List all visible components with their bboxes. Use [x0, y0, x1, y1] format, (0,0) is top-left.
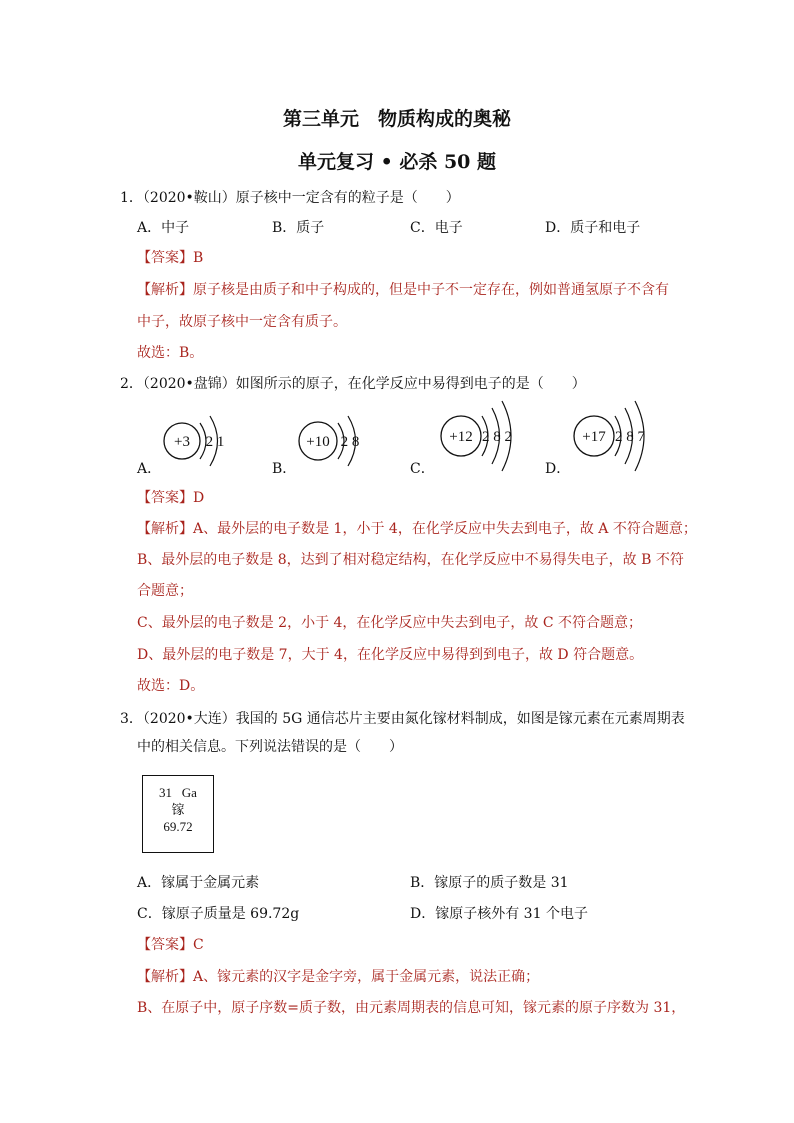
answer-tag: 【答案】	[137, 937, 193, 953]
q3-stem-line2: 中的相关信息。下列说法错误的是（ ）	[137, 739, 403, 755]
q2-answer	[137, 489, 204, 507]
atom-diagram-d	[574, 401, 646, 471]
answer-value: C	[193, 937, 204, 953]
q1-analysis-line2: 中子，故原子核中一定含有质子。	[137, 314, 347, 330]
atom-diagrams	[0, 398, 794, 478]
q3-analysis-line2: B、在原子中，原子序数=质子数，由元素周期表的信息可知，镓元素的原子序数为 31，	[137, 1000, 686, 1016]
q2-stem: 2．（2020•盘锦）如图所示的原子，在化学反应中易得到电子的是（ ）	[120, 376, 586, 392]
analysis-tag: 【解析】	[137, 521, 193, 537]
q2-option-c-label: C．	[410, 461, 435, 477]
q2-analysis-b-line2: 合题意；	[137, 583, 193, 599]
analysis-tag: 【解析】	[137, 969, 193, 985]
atom-d-electrons: 2 8 7	[615, 429, 645, 445]
page-subtitle: 单元复习 • 必杀 50 题	[297, 151, 497, 173]
q3-stem-line1: 3．（2020•大连）我国的 5G 通信芯片主要由氮化镓材料制成，如图是镓元素在元素周期表	[120, 711, 685, 727]
q2-option-b-label: B．	[272, 461, 297, 477]
q2-analysis-d: D、最外层的电子数是 7，大于 4，在化学反应中易得到到电子，故 D 符合题意。	[137, 647, 644, 663]
q2-option-a-label: A．	[137, 461, 162, 477]
q3-option-a: A．镓属于金属元素	[137, 875, 260, 891]
q2-analysis-a	[137, 520, 697, 538]
q2-conclusion: 故选：D。	[137, 678, 205, 694]
q1-option-d: D．质子和电子	[545, 220, 641, 236]
analysis-text: 原子核是由质子和中子构成的，但是中子不一定存在，例如普通氢原子不含有	[193, 282, 669, 298]
atom-diagram-b	[299, 416, 359, 466]
q1-option-b: B．质子	[272, 220, 325, 236]
q3-analysis-line1	[137, 968, 539, 986]
atom-b-electrons: 2 8	[340, 434, 360, 450]
atom-c-electrons: 2 8 2	[482, 429, 512, 445]
answer-value: B	[193, 250, 204, 266]
atom-b-nucleus: +10	[306, 434, 330, 450]
atom-diagram-a	[164, 416, 224, 466]
answer-tag: 【答案】	[137, 250, 193, 266]
element-header	[143, 784, 213, 801]
element-name: 镓	[171, 802, 185, 817]
atom-a-electrons: 2 1	[205, 434, 225, 450]
q1-option-c: C．电子	[410, 220, 463, 236]
periodic-element-card	[142, 775, 214, 853]
q1-stem: 1．（2020•鞍山）原子核中一定含有的粒子是（ ）	[120, 190, 460, 206]
element-mass: 69.72	[163, 819, 193, 834]
q2-analysis-c: C、最外层的电子数是 2，小于 4，在化学反应中失去到电子，故 C 不符合题意；	[137, 615, 643, 631]
answer-value: D	[193, 490, 205, 506]
q1-analysis-line1	[137, 281, 669, 299]
q2-option-d-label: D．	[545, 461, 571, 477]
atom-diagram-c	[441, 401, 512, 471]
analysis-tag: 【解析】	[137, 282, 193, 298]
analysis-text: A、镓元素的汉字是金字旁，属于金属元素，说法正确；	[193, 969, 540, 985]
q1-option-a: A．中子	[137, 220, 190, 236]
atom-c-nucleus: +12	[449, 429, 473, 445]
q3-option-d: D．镓原子核外有 31 个电子	[410, 906, 588, 922]
q3-option-b: B．镓原子的质子数是 31	[410, 875, 569, 891]
q3-answer	[137, 936, 204, 954]
q1-answer	[137, 249, 203, 267]
page-title: 第三单元 物质构成的奥秘	[282, 108, 511, 130]
q1-conclusion: 故选：B。	[137, 345, 204, 361]
element-number: 31	[159, 785, 173, 800]
atom-d-nucleus: +17	[582, 429, 606, 445]
answer-tag: 【答案】	[137, 490, 193, 506]
q3-option-c: C．镓原子质量是 69.72g	[137, 906, 300, 922]
analysis-text: A、最外层的电子数是 1，小于 4，在化学反应中失去到电子，故 A 不符合题意；	[193, 521, 697, 537]
q2-analysis-b-line1: B、最外层的电子数是 8，达到了相对稳定结构，在化学反应中不易得失电子，故 B 不符	[137, 552, 684, 568]
element-symbol: Ga	[181, 785, 197, 800]
atom-a-nucleus: +3	[174, 434, 190, 450]
